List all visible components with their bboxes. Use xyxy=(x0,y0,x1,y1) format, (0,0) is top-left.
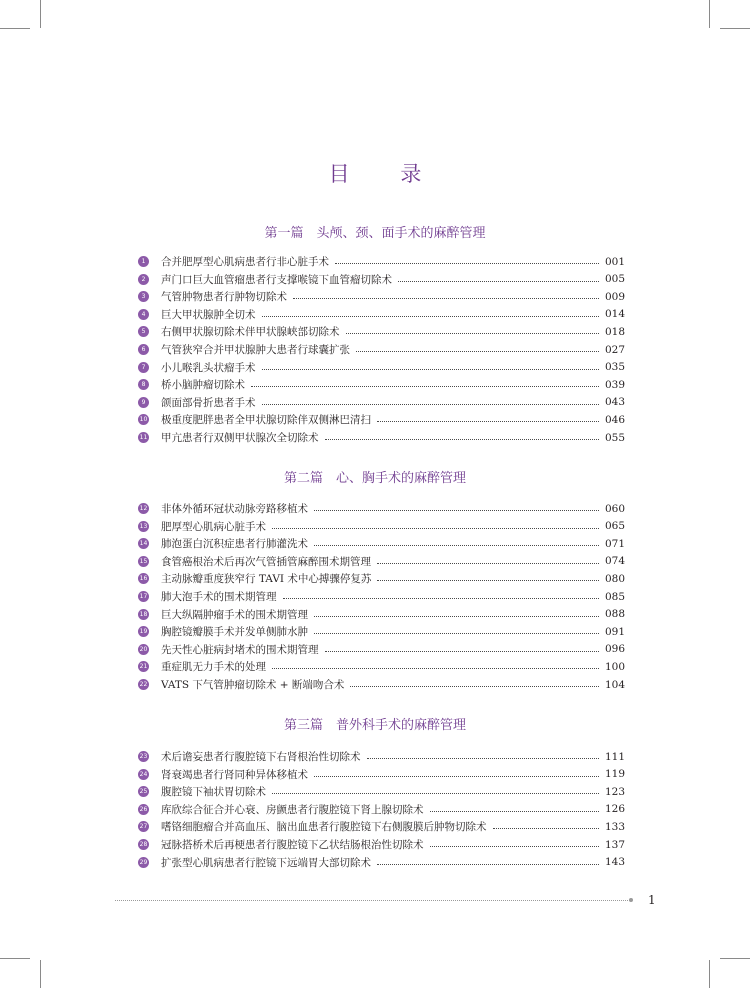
dot-leader xyxy=(367,758,599,759)
entry-page: 143 xyxy=(604,856,625,869)
toc-entry[interactable] xyxy=(138,606,625,623)
entry-number-badge: 8 xyxy=(138,379,149,390)
dot-leader xyxy=(262,404,599,405)
entry-number-badge: 26 xyxy=(139,805,148,813)
crop-mark xyxy=(709,960,710,988)
toc-entry[interactable] xyxy=(138,836,625,853)
entry-title: 颌面部骨折患者手术 xyxy=(161,396,256,409)
dot-leader xyxy=(377,864,599,865)
entry-number-badge: 17 xyxy=(139,593,148,600)
entry-title: 合并肥厚型心肌病患者行非心脏手术 xyxy=(161,256,329,268)
entry-page: 133 xyxy=(604,820,625,833)
toc-entry[interactable] xyxy=(138,535,625,552)
entry-title: 胸腔镜瓣膜手术并发单侧肺水肿 xyxy=(161,626,308,639)
entry-title: 库欣综合征合并心衰、房颤患者行腹腔镜下肾上腺切除术 xyxy=(161,803,424,816)
entry-title: 小儿喉乳头状瘤手术 xyxy=(161,361,256,374)
entry-number-badge: 14 xyxy=(139,540,148,548)
entry-title: VATS 下气管肿瘤切除术 + 断端吻合术 xyxy=(161,679,345,691)
entry-page: 088 xyxy=(604,608,625,621)
entry-number-badge: 22 xyxy=(139,681,148,688)
dot-leader xyxy=(325,439,599,440)
entry-number-badge: 15 xyxy=(139,557,148,565)
toc-entry[interactable] xyxy=(138,500,625,517)
entry-title: 桥小脑肿瘤切除术 xyxy=(161,379,245,392)
dot-leader xyxy=(377,563,599,564)
entry-title: 术后谵妄患者行腹腔镜下右肾根治性切除术 xyxy=(161,751,361,763)
toc-entry[interactable] xyxy=(138,641,625,658)
entry-title: 嗜铬细胞瘤合并高血压、脑出血患者行腹腔镜下右侧腹膜后肿物切除术 xyxy=(161,821,487,834)
entry-page: 085 xyxy=(604,590,625,603)
toc-entry[interactable] xyxy=(138,306,625,323)
dot-leader xyxy=(293,298,599,299)
entry-page: 027 xyxy=(604,343,625,356)
entry-title: 主动脉瓣重度狭窄行 TAVI 术中心搏骤停复苏 xyxy=(161,573,372,586)
entry-number-badge: 18 xyxy=(139,610,148,618)
toc-entry[interactable] xyxy=(138,271,625,288)
entry-number-badge: 4 xyxy=(138,309,149,320)
toc-entry[interactable] xyxy=(138,376,625,393)
footer-bullet xyxy=(629,898,633,902)
part-title-1: 第一篇 头颅、颈、面手术的麻醉管理 xyxy=(264,226,486,241)
entry-number-badge: 21 xyxy=(139,663,148,671)
dot-leader xyxy=(398,281,599,282)
toc-entry[interactable] xyxy=(138,359,625,376)
crop-mark xyxy=(0,958,30,959)
toc-entry[interactable] xyxy=(138,518,625,535)
entry-number-badge: 12 xyxy=(139,505,148,512)
entry-title: 腹腔镜下袖状胃切除术 xyxy=(161,786,266,799)
entry-number-badge: 29 xyxy=(139,858,148,866)
dot-leader xyxy=(314,616,599,617)
entry-page: 126 xyxy=(604,803,625,816)
dot-leader xyxy=(314,545,599,546)
toc-entry[interactable] xyxy=(138,394,625,411)
entry-title: 肺大泡手术的围术期管理 xyxy=(161,591,277,603)
part-title-2: 第二篇 心、胸手术的麻醉管理 xyxy=(283,471,466,486)
entry-title: 右侧甲状腺切除术伴甲状腺峡部切除术 xyxy=(161,326,340,339)
entry-page: 005 xyxy=(604,273,625,286)
toc-entry[interactable] xyxy=(138,341,625,358)
toc-entry[interactable] xyxy=(138,429,625,446)
dot-leader xyxy=(335,263,599,264)
dot-leader xyxy=(346,333,599,334)
footer-dotted-rule xyxy=(115,900,630,901)
dot-leader xyxy=(356,351,599,352)
toc-entry[interactable] xyxy=(138,623,625,640)
entry-number-badge: 23 xyxy=(139,753,148,760)
toc-entry[interactable] xyxy=(138,570,625,587)
dot-leader xyxy=(251,386,599,387)
entry-number-badge: 24 xyxy=(139,770,148,778)
dot-leader xyxy=(272,793,599,794)
entry-title: 巨大纵隔肿瘤手术的围术期管理 xyxy=(161,608,308,621)
entry-title: 肾衰竭患者行肾同种异体移植术 xyxy=(161,768,308,781)
entry-title: 先天性心脏病封堵术的围术期管理 xyxy=(161,643,319,656)
toc-entry[interactable] xyxy=(138,411,625,428)
dot-leader xyxy=(314,776,599,777)
entry-number-badge: 20 xyxy=(139,645,148,653)
entry-page: 014 xyxy=(604,308,625,321)
crop-mark xyxy=(709,0,710,28)
toc-entry[interactable] xyxy=(138,253,625,270)
crop-mark xyxy=(0,28,30,29)
toc-entry[interactable] xyxy=(138,818,625,835)
entry-number-badge: 11 xyxy=(139,434,148,441)
entry-page: 100 xyxy=(604,660,625,673)
toc-entry[interactable] xyxy=(138,658,625,675)
entry-number-badge: 28 xyxy=(139,841,148,848)
entry-number-badge: 6 xyxy=(138,344,149,355)
toc-entry[interactable] xyxy=(138,783,625,800)
entry-number-badge: 7 xyxy=(138,362,149,373)
part-title-3: 第三篇 普外科手术的麻醉管理 xyxy=(283,718,466,733)
entry-page: 055 xyxy=(604,431,625,444)
entry-page: 035 xyxy=(604,361,625,374)
entry-title: 极重度肥胖患者全甲状腺切除伴双侧淋巴清扫 xyxy=(161,414,371,427)
entry-page: 039 xyxy=(604,378,625,391)
entry-number-badge: 5 xyxy=(138,326,149,337)
dot-leader xyxy=(377,421,599,422)
entry-title: 冠脉搭桥术后再梗患者行腹腔镜下乙状结肠根治性切除术 xyxy=(161,839,424,851)
entry-title: 食管癌根治术后再次气管插管麻醉围术期管理 xyxy=(161,555,371,568)
entry-number-badge: 27 xyxy=(139,823,148,831)
entry-page: 060 xyxy=(604,502,625,515)
dot-leader xyxy=(430,846,599,847)
entry-title: 肥厚型心肌病心脏手术 xyxy=(161,520,266,533)
entry-page: 071 xyxy=(604,537,625,550)
crop-mark xyxy=(720,958,750,959)
dot-leader xyxy=(325,651,599,652)
dot-leader xyxy=(377,580,599,581)
entry-title: 气管肿物患者行肿物切除术 xyxy=(161,291,287,304)
entry-number-badge: 9 xyxy=(138,397,149,408)
entry-title: 甲亢患者行双侧甲状腺次全切除术 xyxy=(161,432,319,444)
entry-page: 074 xyxy=(604,555,625,568)
entry-page: 001 xyxy=(604,255,625,268)
dot-leader xyxy=(314,633,599,634)
entry-number-badge: 10 xyxy=(139,416,148,424)
toc-entry[interactable] xyxy=(138,553,625,570)
entry-page: 046 xyxy=(604,413,625,426)
dot-leader xyxy=(272,668,599,669)
entry-page: 043 xyxy=(604,396,625,409)
entry-number-badge: 2 xyxy=(138,274,149,285)
entry-page: 119 xyxy=(604,768,625,781)
page-title: 目 录 xyxy=(328,162,444,186)
toc-entry[interactable] xyxy=(138,288,625,305)
entry-title: 气管狭窄合并甲状腺肿大患者行球囊扩张 xyxy=(161,344,350,356)
crop-mark xyxy=(720,28,750,29)
crop-mark xyxy=(40,0,41,28)
toc-entry[interactable] xyxy=(138,748,625,765)
entry-number-badge: 19 xyxy=(139,628,148,636)
entry-number-badge: 1 xyxy=(138,256,149,267)
dot-leader xyxy=(350,686,599,687)
dot-leader xyxy=(430,811,599,812)
entry-title: 非体外循环冠状动脉旁路移植术 xyxy=(161,503,308,515)
dot-leader xyxy=(283,598,599,599)
entry-number-badge: 16 xyxy=(139,575,148,583)
entry-title: 声门口巨大血管瘤患者行支撑喉镜下血管瘤切除术 xyxy=(161,273,392,286)
entry-number-badge: 25 xyxy=(139,788,148,796)
entry-page: 111 xyxy=(604,750,625,763)
entry-page: 009 xyxy=(604,290,625,303)
entry-page: 018 xyxy=(604,325,625,338)
dot-leader xyxy=(493,828,599,829)
crop-mark xyxy=(40,960,41,988)
entry-title: 肺泡蛋白沉积症患者行肺灌洗术 xyxy=(161,538,308,551)
toc-entry[interactable] xyxy=(138,676,625,693)
entry-page: 096 xyxy=(604,643,625,656)
entry-page: 080 xyxy=(604,572,625,585)
entry-page: 104 xyxy=(604,678,625,691)
entry-title: 重症肌无力手术的处理 xyxy=(161,661,266,674)
entry-number-badge: 13 xyxy=(139,522,148,530)
toc-entry[interactable] xyxy=(138,766,625,783)
entry-page: 137 xyxy=(604,838,625,851)
entry-page: 065 xyxy=(604,520,625,533)
page-number: 1 xyxy=(648,893,656,907)
entry-number-badge: 3 xyxy=(138,291,149,302)
entry-title: 扩张型心肌病患者行腔镜下远端胃大部切除术 xyxy=(161,856,371,869)
toc-entry[interactable] xyxy=(138,854,625,871)
entry-title: 巨大甲状腺肿全切术 xyxy=(161,308,256,321)
toc-entry[interactable] xyxy=(138,801,625,818)
toc-entry[interactable] xyxy=(138,323,625,340)
dot-leader xyxy=(314,510,599,511)
dot-leader xyxy=(272,528,599,529)
dot-leader xyxy=(262,316,599,317)
toc-entry[interactable] xyxy=(138,588,625,605)
dot-leader xyxy=(262,369,599,370)
entry-page: 123 xyxy=(604,785,625,798)
entry-page: 091 xyxy=(604,625,625,638)
